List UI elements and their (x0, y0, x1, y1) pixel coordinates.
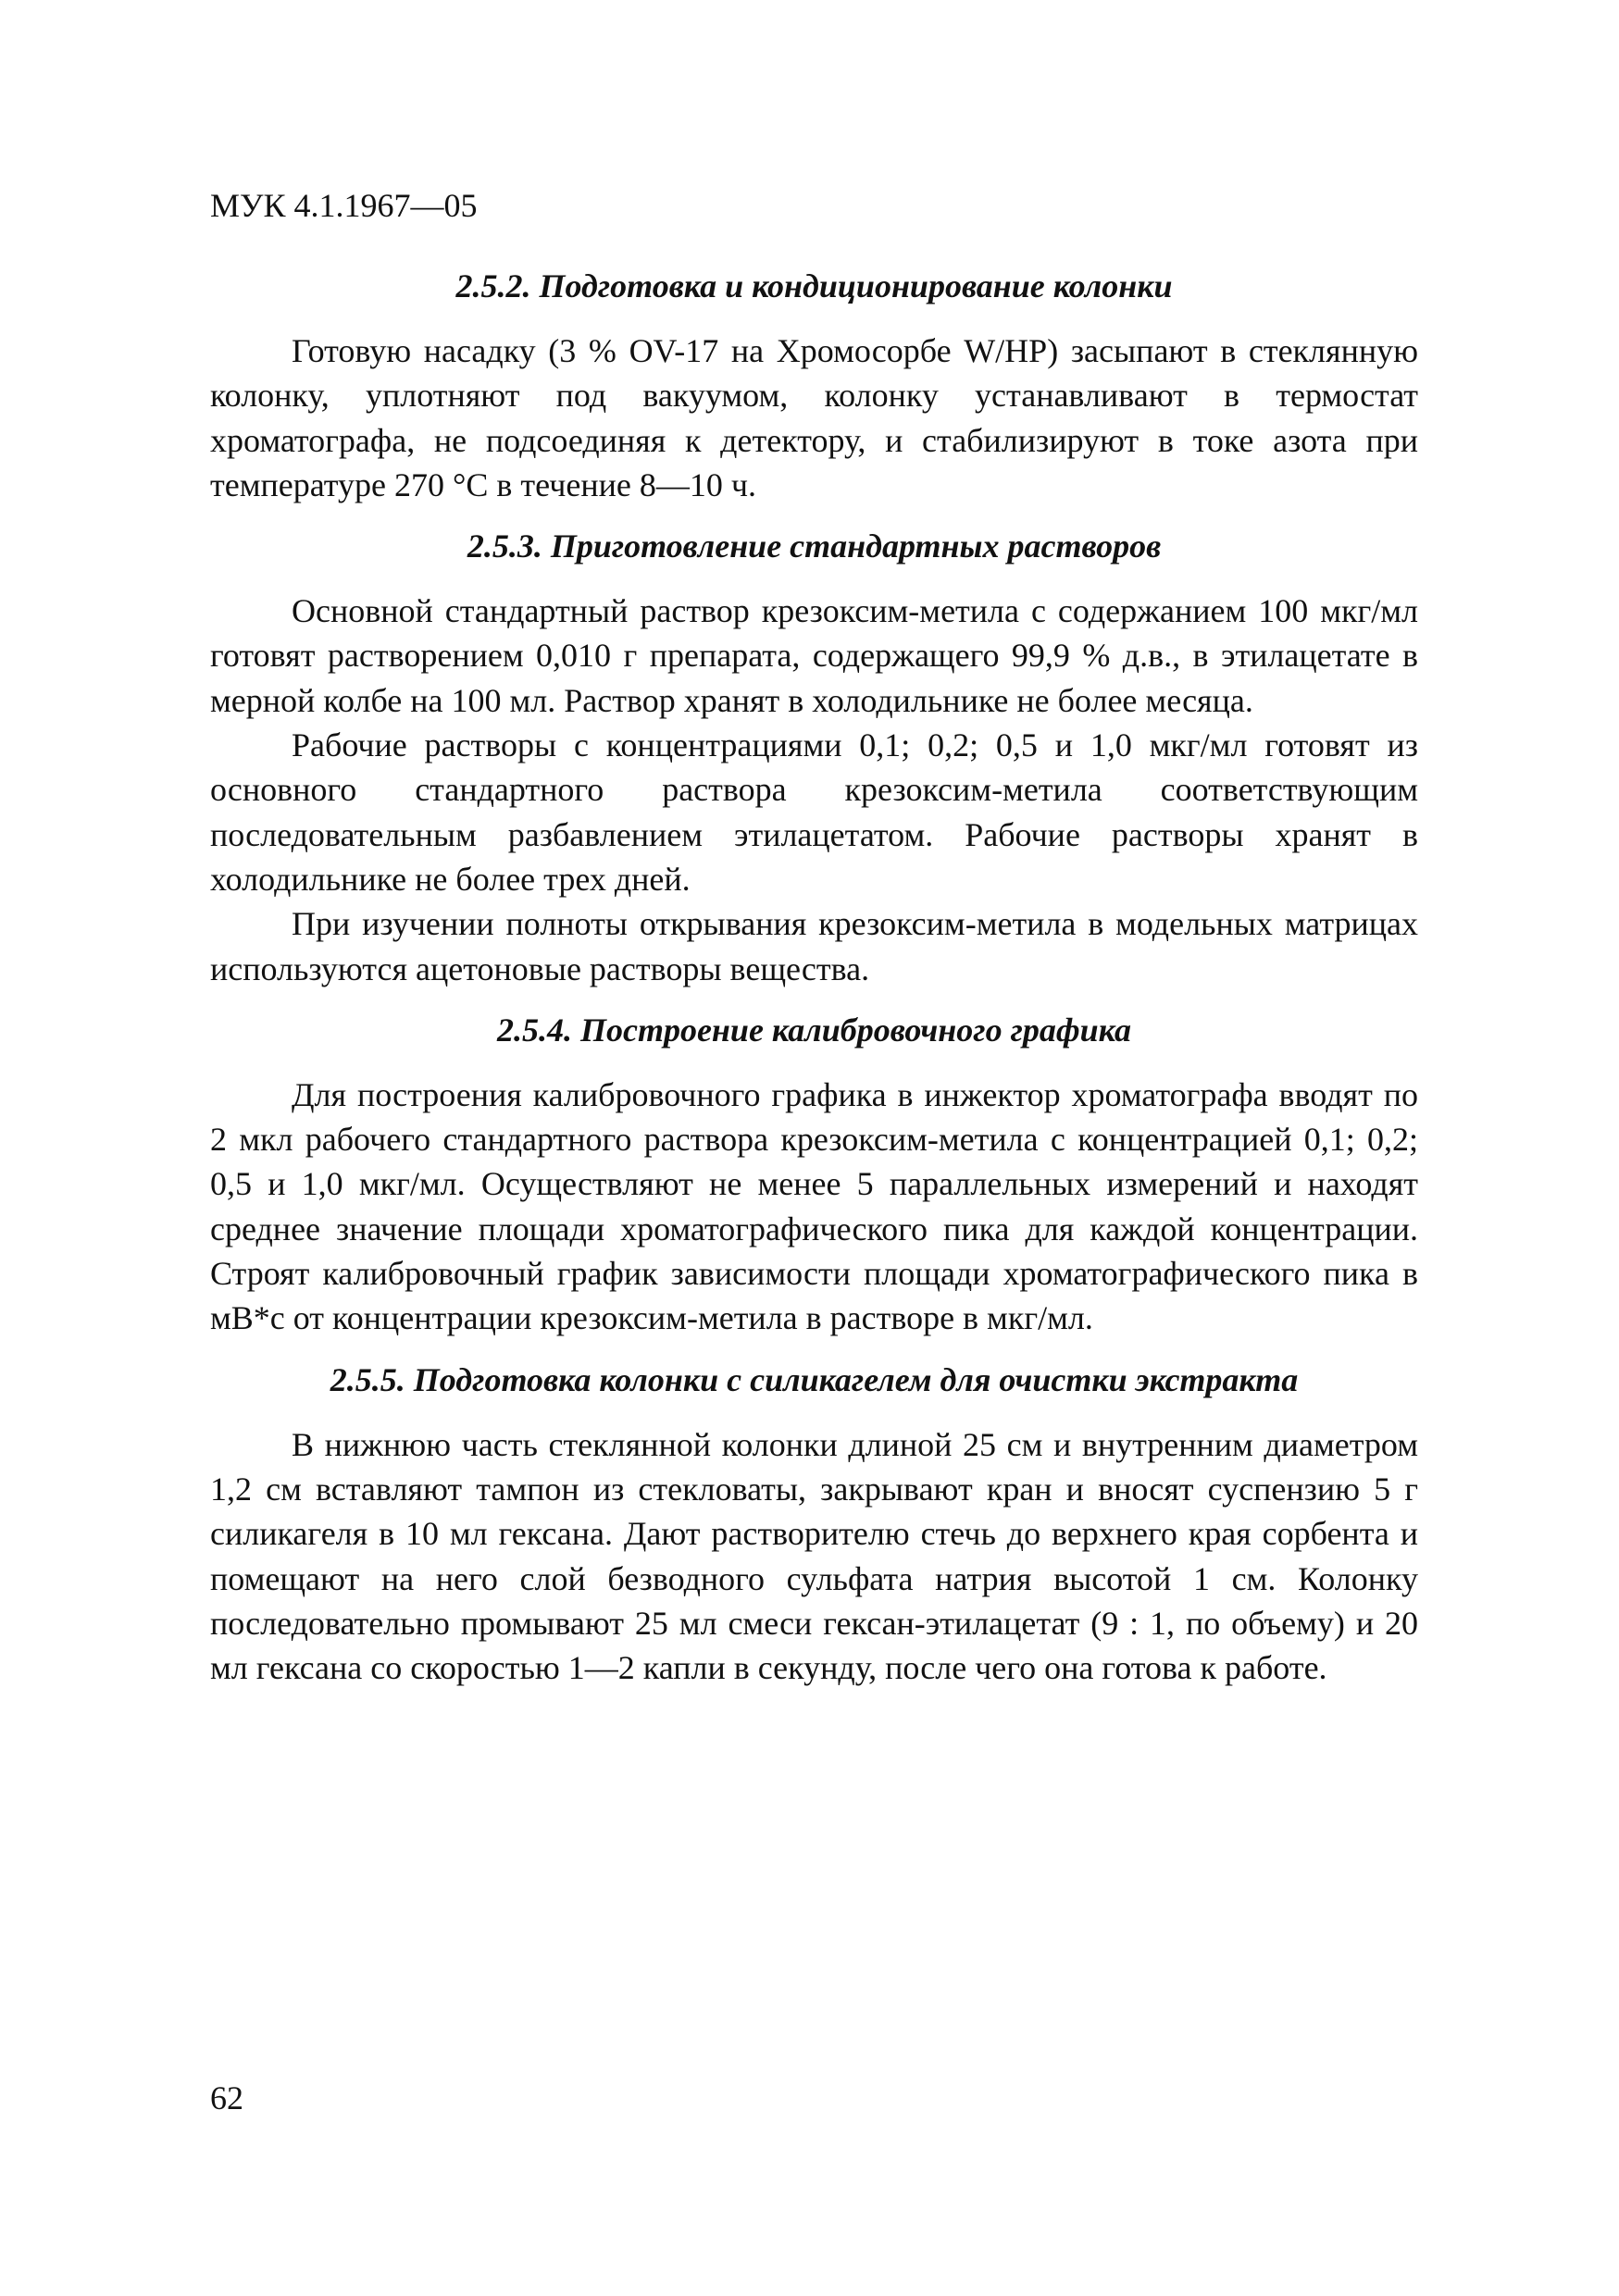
section-title: 2.5.3. Приготовление стандартных растворов (467, 527, 1162, 565)
paragraph: В нижнюю часть стеклянной колонки длиной 25 см и внутренним диаметром 1,2 см вставляют тампон из стекловаты, закрывают кран и вносят суспензию 5 г силикагеля в 10 мл гексана. Дают растворителю стечь до верхнего края сорбента и помещают на него слой безводного сульфата натрия высотой 1 см. Колонку последовательно промывают 25 мл смеси гексан-этилацетат (9 : 1, по объему) и 20 мл гексана со скоростью 1—2 капли в секунду, после чего она готова к работе. (210, 1425, 1418, 1687)
document-body (210, 264, 1418, 1706)
section-title: 2.5.5. Подготовка колонки с силикагелем для очистки экстракта (330, 1360, 1299, 1398)
section-title: 2.5.2. Подготовка и кондиционирование колонки (455, 267, 1173, 304)
section-2-5-4 (210, 1008, 1418, 1341)
section-2-5-5 (210, 1358, 1418, 1691)
section-2-5-2 (210, 264, 1418, 507)
paragraph: Рабочие растворы с концентрациями 0,1; 0,2; 0,5 и 1,0 мкг/мл готовят из основного стандартного раствора крезоксим-метила соответствующим последовательным разбавлением этилацетатом. Рабочие растворы хранят в холодильнике не более трех дней. (210, 726, 1418, 898)
section-2-5-3 (210, 524, 1418, 991)
document-code: МУК 4.1.1967—05 (210, 187, 478, 224)
paragraph: Готовую насадку (3 % OV-17 на Хромосорбе W/HP) засыпают в стеклянную колонку, уплотняют под вакуумом, колонку устанавливают в термостат хроматографа, не подсоединяя к детектору, и стабилизируют в токе азота при температуре 270 °С в течение 8—10 ч. (210, 332, 1418, 503)
document-page (210, 0, 1418, 2296)
paragraph: При изучении полноты открывания крезоксим-метила в модельных матрицах используются ацетоновые растворы вещества. (210, 905, 1418, 987)
section-title: 2.5.4. Построение калибровочного графика (496, 1011, 1132, 1049)
paragraph: Основной стандартный раствор крезоксим-метила с содержанием 100 мкг/мл готовят растворением 0,010 г препарата, содержащего 99,9 % д.в., в этилацетате в мерной колбе на 100 мл. Раствор хранят в холодильнике не более месяца. (210, 592, 1418, 719)
paragraph: Для построения калибровочного графика в инжектор хроматографа вводят по 2 мкл рабочего стандартного раствора крезоксим-метила с концентрацией 0,1; 0,2; 0,5 и 1,0 мкг/мл. Осуществляют не менее 5 параллельных измерений и находят среднее значение площади хроматографического пика для каждой концентрации. Строят калибровочный график зависимости площади хроматографического пика в мВ*с от концентрации крезоксим-метила в растворе в мкг/мл. (210, 1075, 1418, 1337)
page-number: 62 (210, 2079, 243, 2116)
